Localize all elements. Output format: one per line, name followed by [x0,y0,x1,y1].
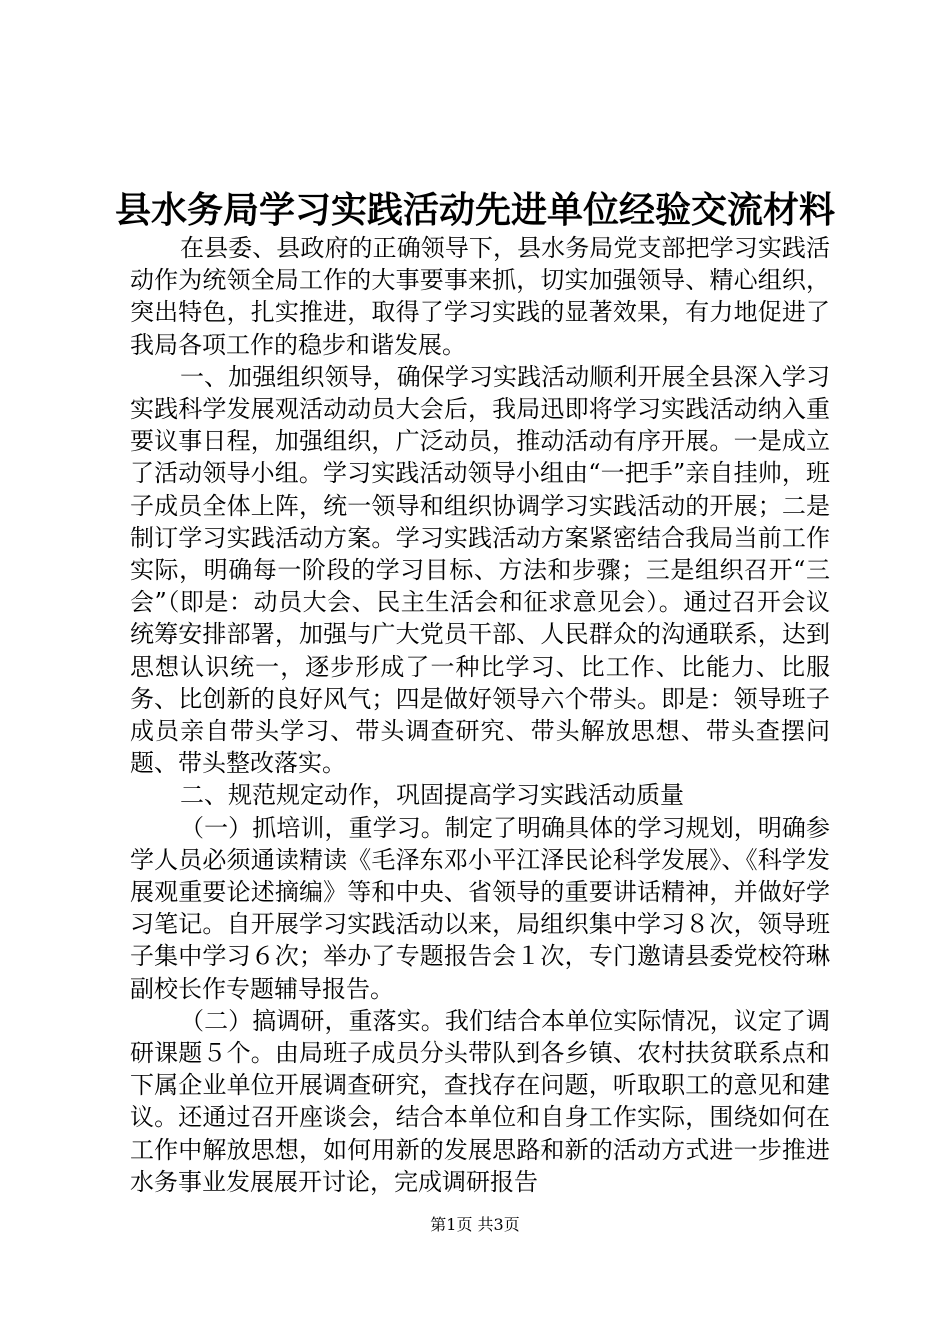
paragraph-section-2-heading: 二、规范规定动作，巩固提高学习实践活动质量 [180,781,684,810]
document-body [130,232,830,1198]
document-title: 县水务局学习实践活动先进单位经验交流材料 [114,189,835,231]
page-footer: 第1页 共3页 [430,1215,520,1234]
paragraph-section-1: 一、加强组织领导，确保学习实践活动顺利开展全县深入学习实践科学发展观活动动员大会后，我局迅即将学习实践活动纳入重要议事日程，加强组织，广泛动员，推动活动有序开展。一是成立了活动领导小组。学习实践活动领导小组由“一把手”亲自挂帅，班子成员全体上阵，统一领导和组织协调学习实践活动的开展；二是制订学习实践活动方案。学习实践活动方案紧密结合我局当前工作实际，明确每一阶段的学习目标、方法和步骤；三是组织召开“三会”（即是：动员大会、民主生活会和征求意见会）。通过召开会议统筹安排部署，加强与广大党员干部、人民群众的沟通联系，达到思想认识统一，逐步形成了一种比学习、比工作、比能力、比服务、比创新的良好风气；四是做好领导六个带头。即是：领导班子成员亲自带头学习、带头调查研究、带头解放思想、带头查摆问题、带头整改落实。 [130,362,830,778]
paragraph-intro: 在县委、县政府的正确领导下，县水务局党支部把学习实践活动作为统领全局工作的大事要事来抓，切实加强领导、精心组织，突出特色，扎实推进，取得了学习实践的显著效果，有力地促进了我局各项工作的稳步和谐发展。 [130,234,830,359]
paragraph-subsection-2: （二）搞调研，重落实。我们结合本单位实际情况，议定了调研课题５个。由局班子成员分头带队到各乡镇、农村扶贫联系点和下属企业单位开展调查研究，查找存在问题，听取职工的意见和建议。还通过召开座谈会，结合本单位和自身工作实际，围绕如何在工作中解放思想，如何用新的发展思路和新的活动方式进一步推进水务事业发展展开讨论，完成调研报告 [130,1006,830,1196]
paragraph-subsection-1: （一）抓培训，重学习。制定了明确具体的学习规划，明确参学人员必须通读精读《毛泽东邓小平江泽民论科学发展》、《科学发展观重要论述摘编》等和中央、省领导的重要讲话精神，并做好学习笔记。自开展学习实践活动以来，局组织集中学习８次，领导班子集中学习６次；举办了专题报告会１次，专门邀请县委党校符琳副校长作专题辅导报告。 [130,813,830,1003]
